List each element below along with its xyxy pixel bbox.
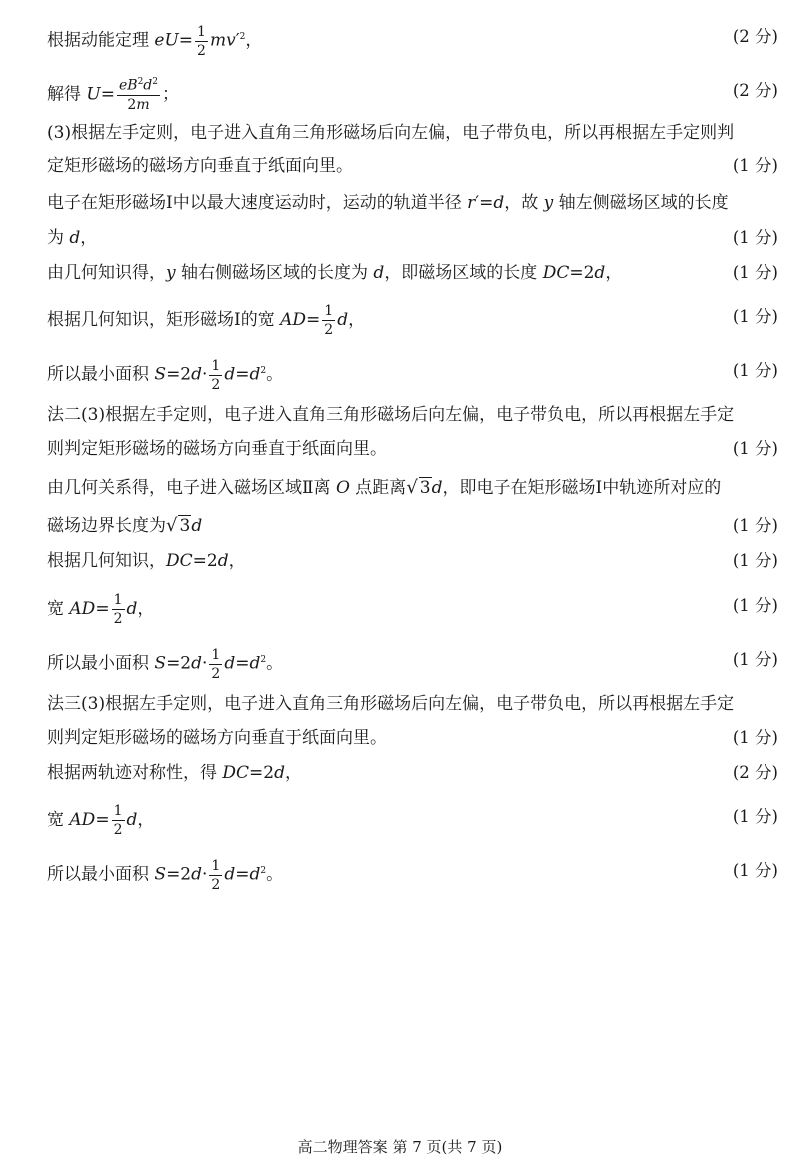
score-label: (1 分) bbox=[732, 361, 778, 380]
solution-line: 则判定矩形磁场的磁场方向垂直于纸面向里。 bbox=[47, 728, 387, 748]
solution-line: 由几何关系得，电子进入磁场区域Ⅱ离 O 点距离√ 3d，即电子在矩形磁场Ⅰ中轨迹所对应的 bbox=[47, 477, 722, 498]
solution-line: 根据几何知识，DC=2d， bbox=[47, 551, 246, 571]
score-label: (1 分) bbox=[732, 516, 778, 535]
solution-line: 根据动能定理 eU= $\frac{1}{2}$ $mv'^2$， bbox=[47, 23, 263, 59]
score-label: (1 分) bbox=[732, 861, 778, 880]
score-label: (1 分) bbox=[732, 596, 778, 615]
score-label: (2 分) bbox=[732, 81, 778, 100]
solution-line: 则判定矩形磁场的磁场方向垂直于纸面向里。 bbox=[47, 439, 387, 459]
score-label: (1 分) bbox=[732, 650, 778, 669]
solution-line: 所以最小面积 S=2d· $\frac{1}{2}$ $d=d^2$。 bbox=[47, 357, 284, 393]
score-label: (1 分) bbox=[732, 728, 778, 747]
solution-line: 根据几何知识，矩形磁场Ⅰ的宽 AD= $\frac{1}{2}$ d， bbox=[47, 303, 366, 338]
score-label: (1 分) bbox=[732, 307, 778, 326]
solution-line: 根据两轨迹对称性，得 DC=2d， bbox=[47, 763, 302, 783]
solution-line: 由几何知识得，y 轴右侧磁场区域的长度为 d，即磁场区域的长度 DC=2d， bbox=[47, 263, 623, 283]
solution-line: 磁场边界长度为√ 3d bbox=[47, 515, 203, 536]
solution-line: 解得 U= $\frac{eB^2d^2}{2m}$ ； bbox=[47, 77, 179, 113]
solution-line: 定矩形磁场的磁场方向垂直于纸面向里。 bbox=[47, 156, 353, 176]
solution-line: 所以最小面积 S=2d· $\frac{1}{2}$ $d=d^2$。 bbox=[47, 646, 284, 682]
solution-line: (3)根据左手定则，电子进入直角三角形磁场后向左偏，电子带负电，所以再根据左手定则判 bbox=[47, 123, 735, 143]
score-label: (2 分) bbox=[732, 27, 778, 46]
solution-line: 法三(3)根据左手定则，电子进入直角三角形磁场后向左偏，电子带负电，所以再根据左手定 bbox=[47, 694, 735, 714]
score-label: (1 分) bbox=[732, 807, 778, 826]
score-label: (1 分) bbox=[732, 551, 778, 570]
score-label: (1 分) bbox=[732, 439, 778, 458]
solution-line: 法二(3)根据左手定则，电子进入直角三角形磁场后向左偏，电子带负电，所以再根据左手定 bbox=[47, 405, 735, 425]
solution-line: 宽 AD= $\frac{1}{2}$ d， bbox=[47, 803, 155, 838]
score-label: (1 分) bbox=[732, 156, 778, 175]
solution-line: 所以最小面积 S=2d· $\frac{1}{2}$ $d=d^2$。 bbox=[47, 857, 284, 893]
page-footer: 高二物理答案 第 7 页(共 7 页) bbox=[297, 1138, 503, 1156]
score-label: (1 分) bbox=[732, 263, 778, 282]
solution-line: 宽 AD= $\frac{1}{2}$ d， bbox=[47, 592, 155, 627]
solution-line: 电子在矩形磁场Ⅰ中以最大速度运动时，运动的轨道半径 r′=d，故 y 轴左侧磁场区域的长度 bbox=[47, 193, 729, 213]
score-label: (1 分) bbox=[732, 228, 778, 247]
solution-line: 为 d， bbox=[47, 228, 98, 248]
score-label: (2 分) bbox=[732, 763, 778, 782]
